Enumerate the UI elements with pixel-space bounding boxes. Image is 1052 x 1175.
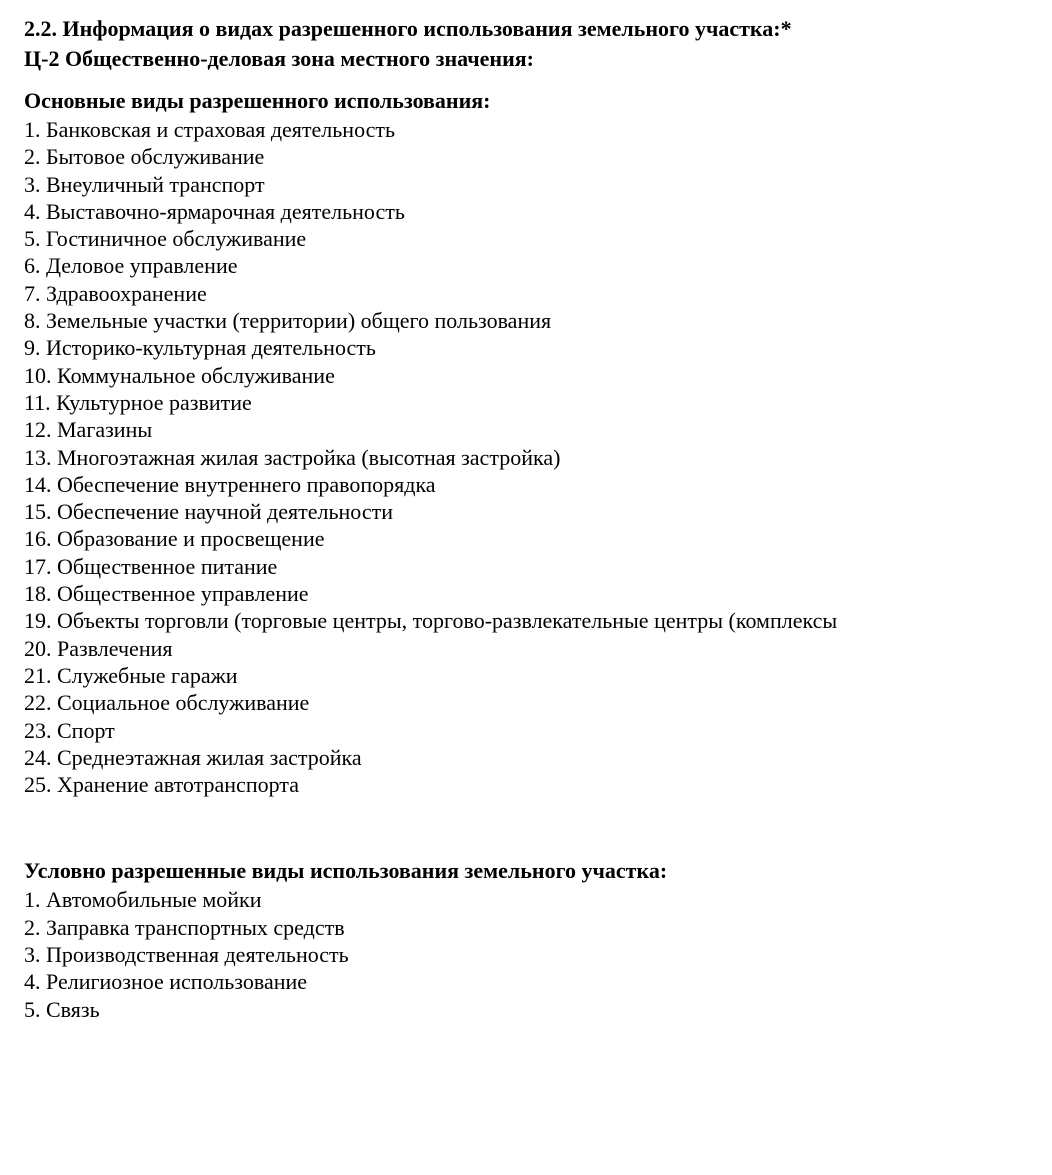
conditional-use-item: 2. Заправка транспортных средств — [24, 914, 345, 940]
conditional-use-item: 4. Религиозное использование — [24, 969, 308, 995]
main-use-item: 4. Выставочно-ярмарочная деятельность — [24, 198, 405, 224]
main-use-item: 13. Многоэтажная жилая застройка (высотная застройка) — [24, 444, 561, 470]
main-use-item: 22. Социальное обслуживание — [24, 690, 310, 716]
main-use-item: 20. Развлечения — [24, 635, 173, 661]
conditional-use-item: 1. Автомобильные мойки — [24, 887, 262, 913]
main-use-item: 14. Обеспечение внутреннего правопорядка — [24, 471, 436, 497]
main-use-item: 9. Историко-культурная деятельность — [24, 335, 376, 361]
document — [24, 14, 1052, 1023]
main-use-item: 11. Культурное развитие — [24, 389, 252, 415]
conditional-use-item: 5. Связь — [24, 996, 100, 1022]
main-use-item: 1. Банковская и страховая деятельность — [24, 117, 396, 142]
spacer — [24, 798, 1052, 856]
main-use-item: 10. Коммунальное обслуживание — [24, 362, 335, 388]
main-use-item: 16. Образование и просвещение — [24, 526, 325, 552]
main-use-item: 7. Здравоохранение — [24, 280, 207, 306]
main-uses-heading: Основные виды разрешенного использования: — [24, 88, 491, 113]
main-uses-list — [24, 116, 1052, 798]
main-use-item: 24. Среднеэтажная жилая застройка — [24, 744, 362, 770]
conditional-uses-list — [24, 886, 1052, 1022]
main-use-item: 17. Общественное питание — [24, 553, 278, 579]
main-use-item: 2. Бытовое обслуживание — [24, 144, 265, 170]
spacer — [24, 74, 1052, 86]
main-use-item: 18. Общественное управление — [24, 581, 309, 607]
main-use-item: 5. Гостиничное обслуживание — [24, 226, 307, 252]
main-use-item: 23. Спорт — [24, 717, 115, 743]
main-use-item: 19. Объекты торговли (торговые центры, торгово-развлекательные центры (комплексы — [24, 608, 838, 634]
main-use-item: 21. Служебные гаражи — [24, 662, 238, 688]
zone-title: Ц-2 Общественно-деловая зона местного значения: — [24, 46, 535, 71]
main-use-item: 12. Магазины — [24, 417, 153, 443]
main-use-item: 25. Хранение автотранспорта — [24, 772, 299, 798]
main-use-item: 15. Обеспечение научной деятельности — [24, 499, 393, 525]
main-use-item: 8. Земельные участки (территории) общего пользования — [24, 308, 552, 334]
main-use-item: 6. Деловое управление — [24, 253, 238, 279]
main-use-item: 3. Внеуличный транспорт — [24, 171, 265, 197]
section-title: 2.2. Информация о видах разрешенного использования земельного участка:* — [24, 16, 792, 41]
conditional-use-item: 3. Производственная деятельность — [24, 942, 349, 968]
conditional-uses-heading: Условно разрешенные виды использования земельного участка: — [24, 858, 668, 884]
